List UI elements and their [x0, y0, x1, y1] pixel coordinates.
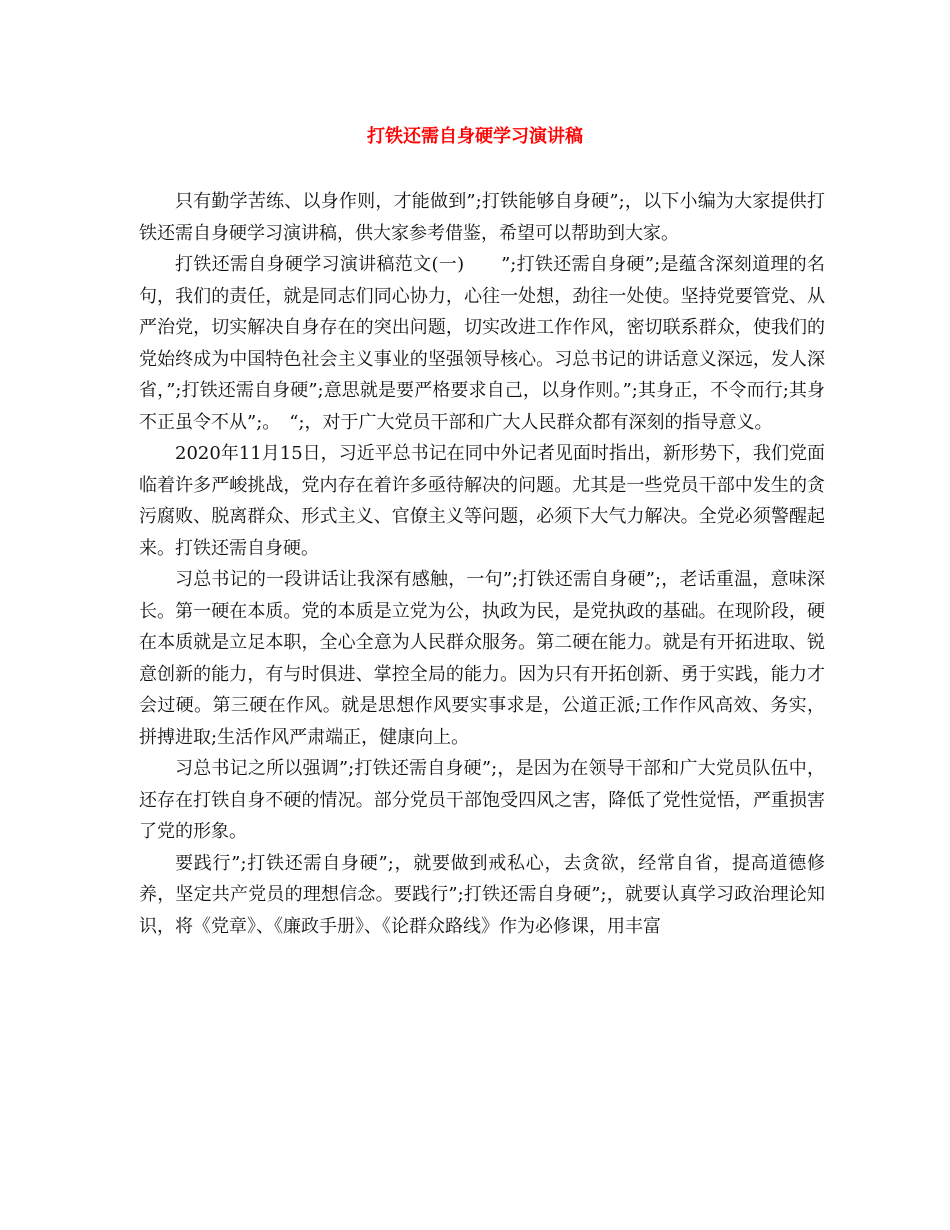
paragraph: 习总书记之所以强调”;打铁还需自身硬”;，是因为在领导干部和广大党员队伍中，还存在打铁自身不硬的情况。部分党员干部饱受四风之害，降低了党性觉悟，严重损害了党的形象。 [139, 758, 825, 842]
paragraph: 要践行”;打铁还需自身硬”;，就要做到戒私心，去贪欲，经常自省，提高道德修养，坚定共产党员的理想信念。要践行”;打铁还需自身硬”;，就要认真学习政治理论知识，将《党章》、《廉政手册》、《论群众路线》作为必修课，用丰富 [139, 852, 825, 937]
paragraph: 打铁还需自身硬学习演讲稿范文(一) ”;打铁还需自身硬”;是蕴含深刻道理的名句，我们的责任，就是同志们同心协力，心往一处想，劲往一处使。坚持党要管党、从严治党，切实解决自身存在的突出问题，切实改进工作作风，密切联系群众，使我们的党始终成为中国特色社会主义事业的坚强领导核心。习总书记的讲话意义深远，发人深省，”;打铁还需自身硬”;意思就是要严格要求自己，以身作则。”;其身正，不令而行;其身不正虽令不从”;。 “;，对于广大党员干部和广大人民群众都有深刻的指导意义。 [139, 254, 825, 433]
document-title: 打铁还需自身硬学习演讲稿 [367, 126, 583, 147]
document-body [139, 186, 825, 942]
paragraph: 只有勤学苦练、以身作则，才能做到”;打铁能够自身硬”;，以下小编为大家提供打铁还需自身硬学习演讲稿，供大家参考借鉴，希望可以帮助到大家。 [139, 191, 825, 244]
paragraph: 2020年11月15日，习近平总书记在同中外记者见面时指出，新形势下，我们党面临着许多严峻挑战，党内存在着许多亟待解决的问题。尤其是一些党员干部中发生的贪污腐败、脱离群众、形式主义、官僚主义等问题，必须下大气力解决。全党必须警醒起来。打铁还需自身硬。 [139, 443, 825, 559]
paragraph: 习总书记的一段讲话让我深有感触，一句”;打铁还需自身硬”;，老话重温，意味深长。第一硬在本质。党的本质是立党为公，执政为民，是党执政的基础。在现阶段，硬在本质就是立足本职，全心全意为人民群众服务。第二硬在能力。就是有开拓进取、锐意创新的能力，有与时俱进、掌控全局的能力。因为只有开拓创新、勇于实践，能力才会过硬。第三硬在作风。就是思想作风要实事求是，公道正派;工作作风高效、务实，拼搏进取;生活作风严肃端正，健康向上。 [139, 569, 825, 748]
